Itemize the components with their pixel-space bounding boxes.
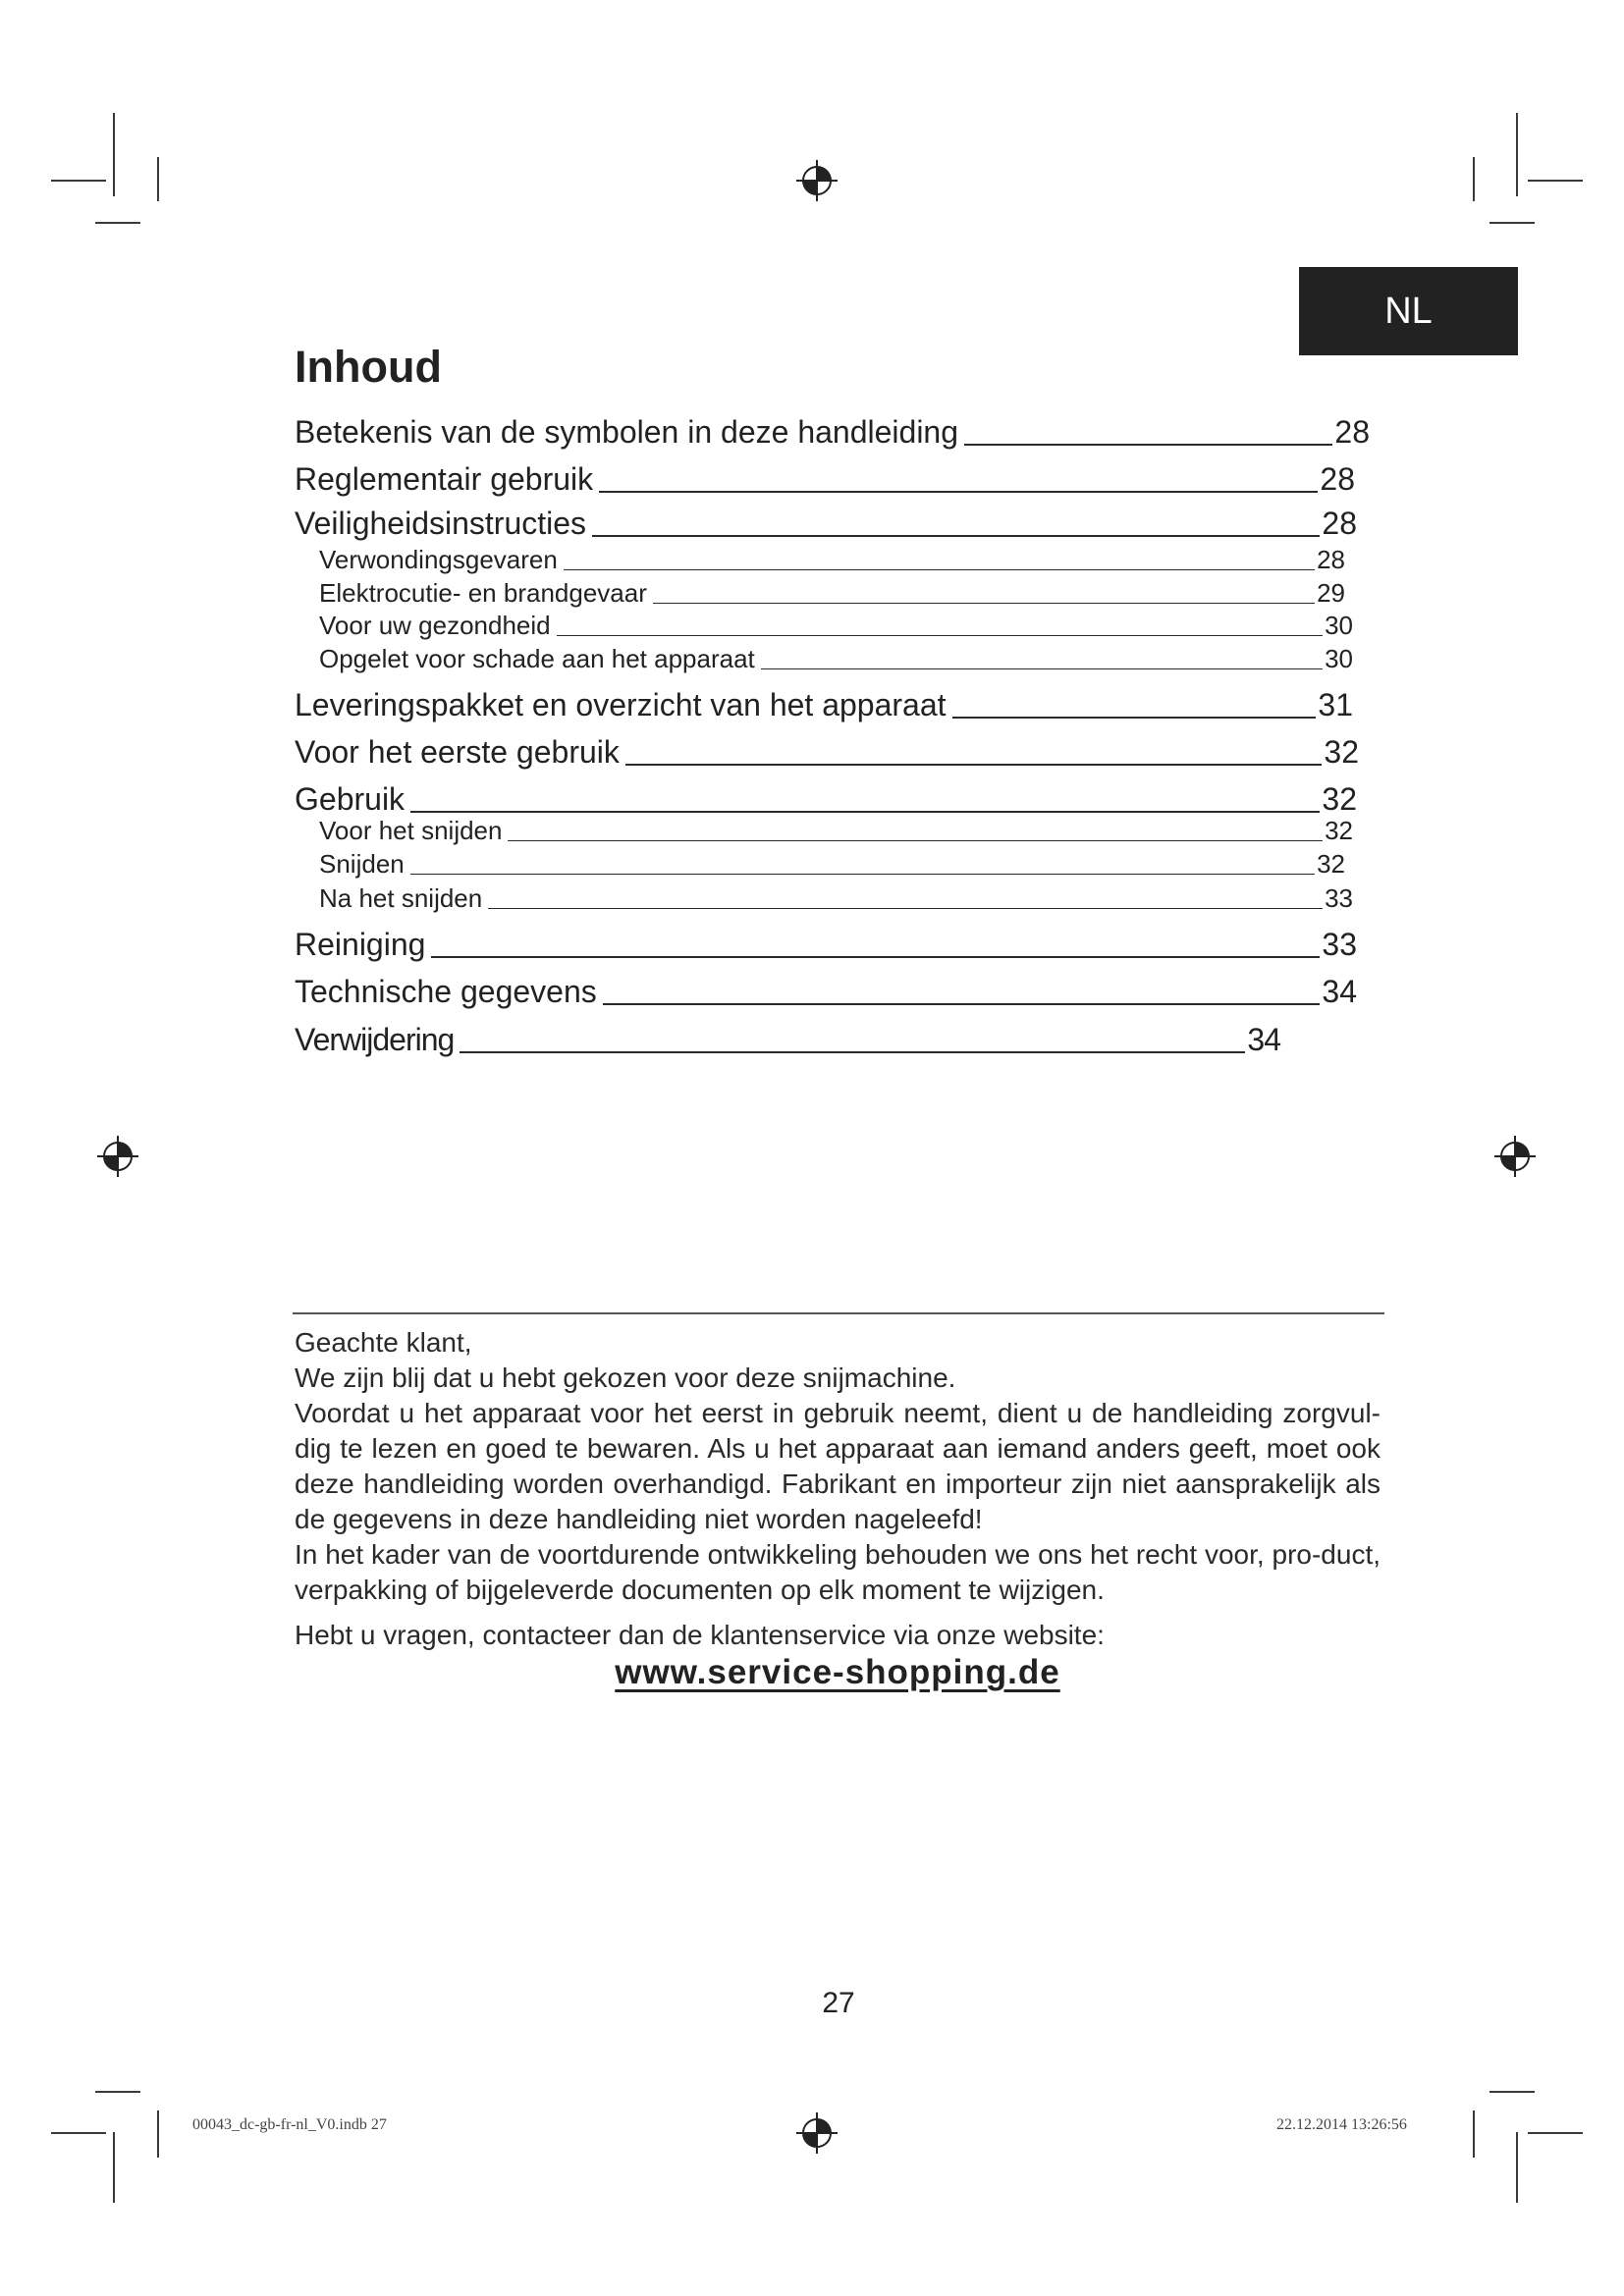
toc-entry-label: Na het snijden	[319, 883, 483, 913]
toc-entry-page: 32	[1325, 816, 1353, 845]
registration-mark-icon	[97, 1136, 138, 1177]
toc-entry-page: 30	[1325, 611, 1353, 640]
toc-entry-label: Voor het snijden	[319, 816, 503, 845]
registration-mark-icon	[1494, 1136, 1536, 1177]
toc-entry[interactable]	[295, 976, 1357, 1007]
toc-entry-label: Reiniging	[295, 927, 426, 962]
toc-entry-label: Technische gegevens	[295, 974, 597, 1009]
toc-entry[interactable]	[295, 736, 1359, 768]
toc-entry-page: 33	[1325, 883, 1353, 913]
letter-paragraph: In het kader van de voortdurende ontwikkeling behouden we ons het recht voor, pro-duct, verpakking of bijgeleverde documenten op elk moment te wijzigen.	[295, 1539, 1380, 1605]
divider	[293, 1312, 1384, 1314]
toc-entry-page: 29	[1317, 578, 1345, 608]
toc-subentry[interactable]	[319, 613, 1353, 638]
toc-entry[interactable]	[295, 689, 1353, 721]
toc-entry-page: 32	[1317, 849, 1345, 879]
toc-entry-label: Verwijdering	[295, 1022, 455, 1057]
toc-subentry[interactable]	[319, 547, 1345, 572]
toc-entry-page: 30	[1325, 644, 1353, 673]
toc-entry-page: 33	[1322, 927, 1357, 962]
registration-mark-icon	[796, 160, 838, 201]
toc-entry-label: Voor uw gezondheid	[319, 611, 551, 640]
toc-entry-page: 34	[1247, 1022, 1280, 1057]
toc-entry[interactable]	[295, 929, 1357, 960]
toc-entry-label: Reglementair gebruik	[295, 461, 594, 497]
toc-subentry[interactable]	[319, 885, 1353, 911]
toc-entry[interactable]	[295, 1024, 1280, 1055]
toc-subentry[interactable]	[319, 580, 1345, 606]
toc-entry-label: Veiligheidsinstructies	[295, 506, 587, 541]
toc-entry-page: 32	[1322, 781, 1357, 817]
letter-greeting: Geachte klant,	[295, 1327, 472, 1358]
toc-entry-page: 28	[1320, 461, 1355, 497]
letter-paragraph: Voordat u het apparaat voor het eerst in gebruik neemt, dient u de handleiding zorgvul-dig te lezen en goed te bewaren. Als u het apparaat aan iemand anders geeft, moet ook deze handleiding worden overhandigd. Fabrikant en importeur zijn niet aansprakelijk als de gegevens in deze handleiding niet worden nageleefd!	[295, 1398, 1380, 1534]
toc-entry[interactable]	[295, 463, 1355, 495]
toc-subentry[interactable]	[319, 646, 1353, 671]
toc-entry[interactable]	[295, 507, 1357, 539]
page-number: 27	[822, 1987, 855, 2019]
letter-paragraph: Hebt u vragen, contacteer dan de klantenservice via onze website:	[295, 1620, 1105, 1650]
website-link-container	[295, 1653, 1380, 1692]
toc-subentry[interactable]	[319, 818, 1353, 843]
letter-paragraph: We zijn blij dat u hebt gekozen voor deze snijmachine.	[295, 1362, 956, 1393]
toc-subentry[interactable]	[319, 851, 1345, 877]
website-link[interactable]: www.service-shopping.de	[615, 1653, 1060, 1691]
toc-entry-page: 34	[1322, 974, 1357, 1009]
toc-entry-label: Betekenis van de symbolen in deze handleiding	[295, 414, 959, 450]
slug-file: 00043_dc-gb-fr-nl_V0.indb 27	[192, 2116, 387, 2133]
slug-datetime: 22.12.2014 13:26:56	[1276, 2116, 1407, 2133]
toc-entry-label: Gebruik	[295, 781, 406, 817]
toc-entry-label: Voor het eerste gebruik	[295, 734, 620, 770]
toc-entry-page: 31	[1318, 687, 1353, 722]
toc-entry[interactable]	[295, 783, 1357, 815]
toc-entry-page: 32	[1324, 734, 1359, 770]
page-title: Inhoud	[295, 342, 442, 392]
toc-entry-label: Opgelet voor schade aan het apparaat	[319, 644, 755, 673]
registration-mark-icon	[796, 2112, 838, 2154]
toc-entry[interactable]	[295, 416, 1370, 448]
toc-entry-page: 28	[1317, 545, 1345, 574]
customer-letter	[295, 1325, 1380, 1653]
language-tab: NL	[1299, 267, 1518, 355]
toc-entry-label: Leveringspakket en overzicht van het apparaat	[295, 687, 947, 722]
toc-entry-page: 28	[1322, 506, 1357, 541]
toc-entry-label: Snijden	[319, 849, 405, 879]
toc-entry-page: 28	[1334, 414, 1370, 450]
toc-entry-label: Verwondingsgevaren	[319, 545, 558, 574]
toc-entry-label: Elektrocutie- en brandgevaar	[319, 578, 647, 608]
